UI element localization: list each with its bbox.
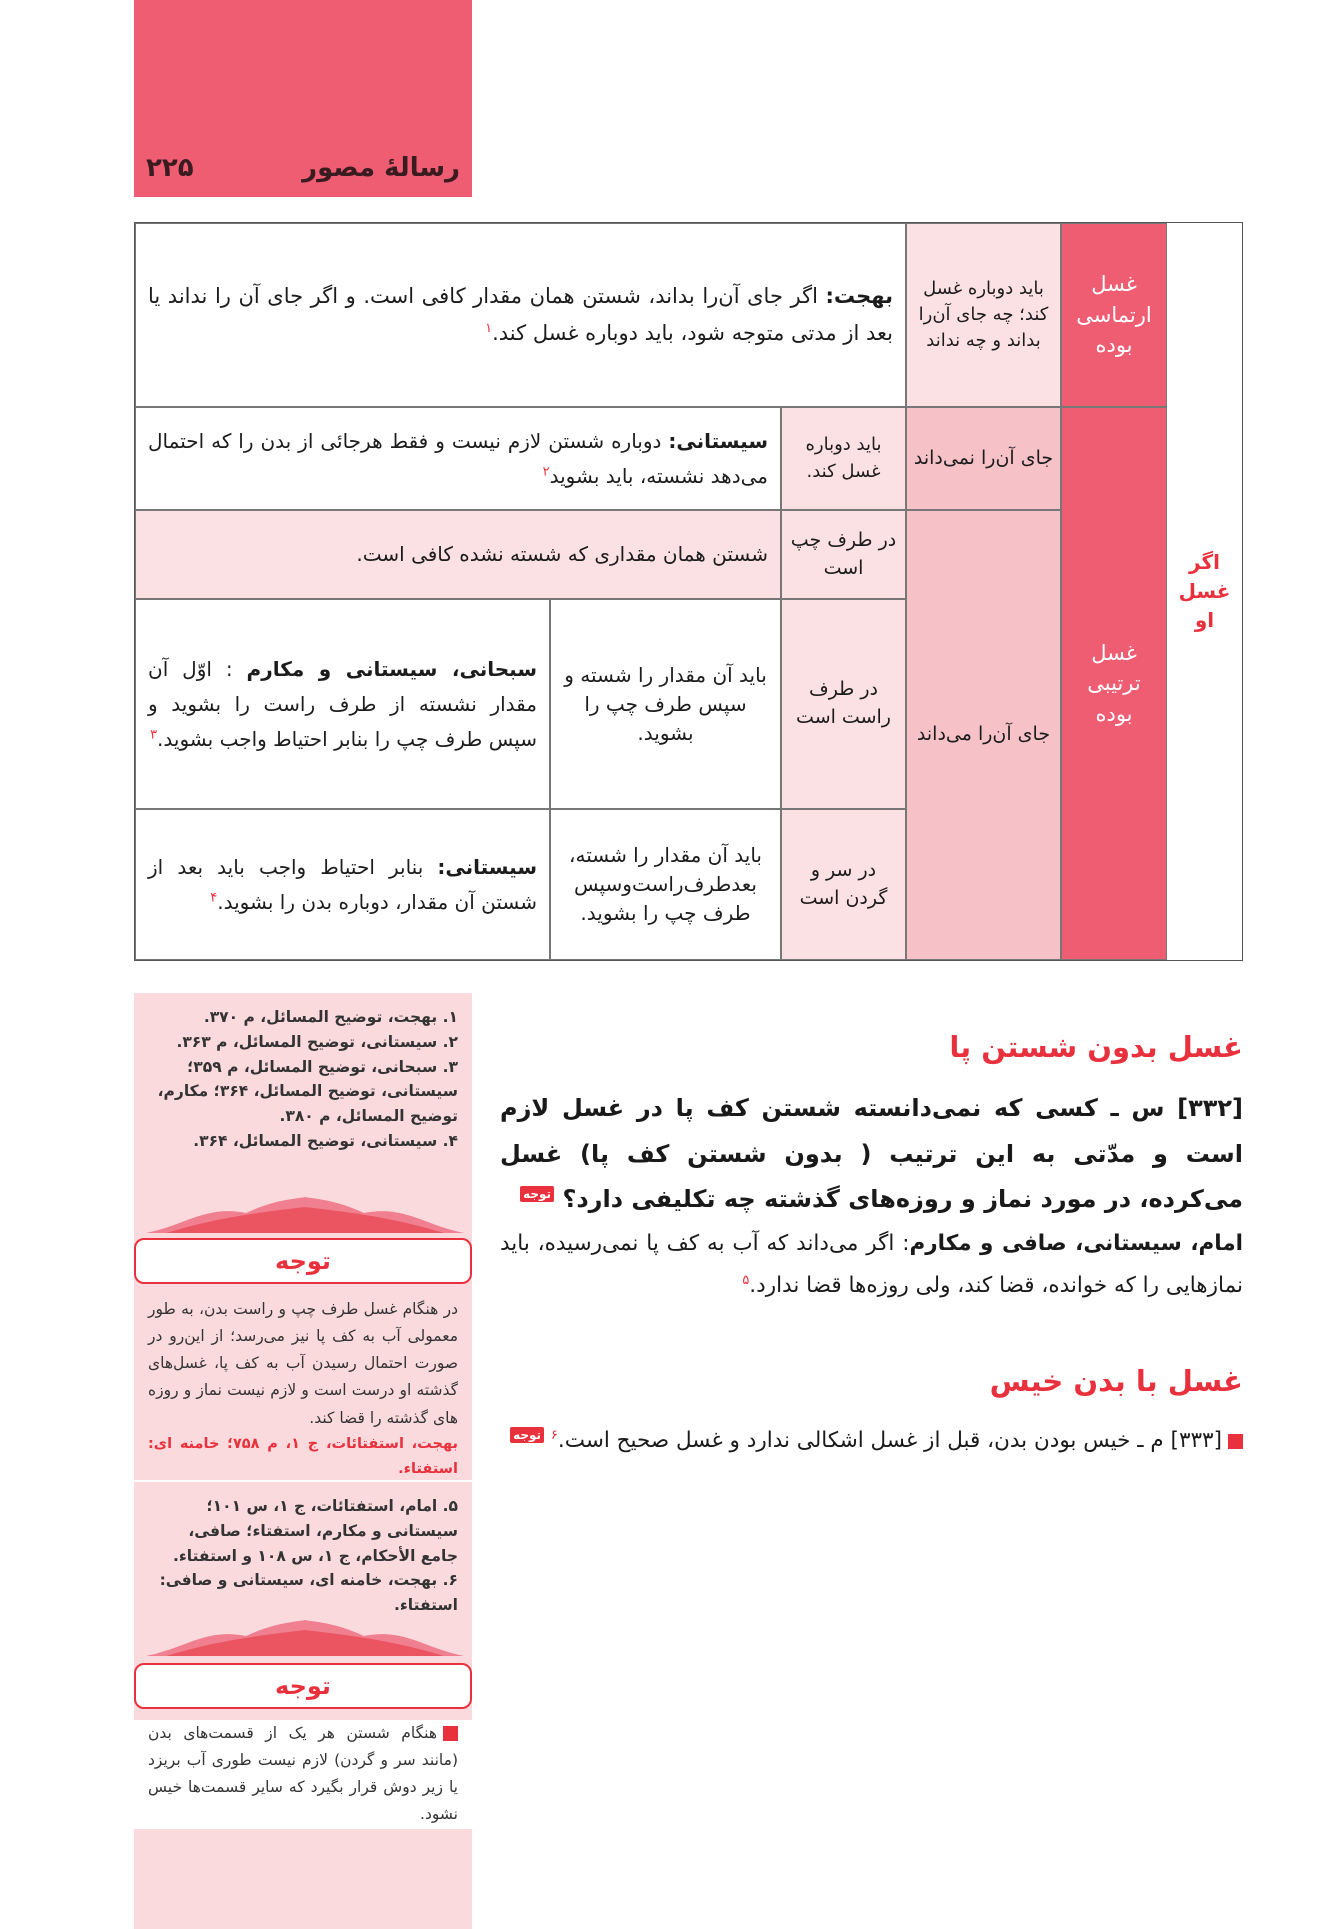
rule-text: [۳۳۳] م ـ خیس بودن بدن، قبل از غسل اشکالی ندارد و غسل صحیح است. xyxy=(557,1428,1222,1453)
ruling-authority: سیستانی: xyxy=(668,428,768,453)
ornament-divider xyxy=(146,1195,464,1235)
unknown-status-cell xyxy=(781,407,906,510)
note-body xyxy=(134,1720,472,1829)
ruling-text: اگر جای آن‌را بداند، شستن همان مقدار کافی است. و اگر جای آن را نداند یا بعد از مدتی متوجه شود، باید دوباره غسل کند. xyxy=(148,284,893,345)
footnote: ۳. سبحانی، توضیح المسائل، م ۳۵۹؛ سیستانی، توضیح المسائل، ۳۶۴؛ مکارم، توضیح المسائل، م ۳۸۰. xyxy=(157,1057,458,1126)
known-place-cell xyxy=(906,510,1061,960)
footnotes-1 xyxy=(134,993,472,1154)
head-side-cell xyxy=(781,809,906,960)
note-text: در هنگام غسل طرف چپ و راست بدن، به طور معمولی آب به کف پا نیز می‌رسد؛ از این‌رو در صورت احتمال رسیدن آب به کف پا، غسل‌های گذشته او درست است و لازم نیست نماز و روزه های گذشته را قضا کند. xyxy=(148,1300,458,1427)
unknown-place: جای آن‌را نمی‌داند xyxy=(913,446,1054,469)
ruling-text: دوباره شستن لازم نیست و فقط هرجائی از بدن را که احتمال می‌دهد نشسته، باید بشوید xyxy=(148,428,768,488)
note-title-box xyxy=(134,1663,472,1709)
right-ruling-cell xyxy=(550,599,781,809)
irtimasi-label: غسل ارتماسی بوده xyxy=(1076,272,1152,358)
head-side-label: در سر و گردن است xyxy=(799,858,888,909)
irtimasi-cell xyxy=(1061,223,1167,407)
ruling-authority: سبحانی، سیستانی و مکارم xyxy=(246,656,537,681)
page-number: ۲۲۵ xyxy=(146,153,194,183)
head-ruling: باید آن مقدار را شسته، بعدطرف‌راست‌وسپس طرف چپ را بشوید. xyxy=(569,843,762,925)
footnote: ۵. امام، استفتائات، ج ۱، س ۱۰۱؛ سیستانی و مکارم، استفتاء؛ صافی، جامع الأحکام، ج ۱، س ۱۰۸ و استفتاء. xyxy=(172,1497,458,1565)
question-paragraph xyxy=(500,1086,1243,1307)
note-body xyxy=(134,1296,472,1482)
footnote-ref: ۶ xyxy=(550,1427,558,1443)
tartibi-cell xyxy=(1061,407,1167,960)
note-tag: توجه xyxy=(510,1427,544,1443)
right-ruling: باید آن مقدار را شسته و سپس طرف چپ را بشوید. xyxy=(564,662,767,745)
note-source: بهجت، استفتائات، ج ۱، م ۷۵۸؛ خامنه ای: استفتاء. xyxy=(148,1435,458,1477)
answer-authorities: امام، سیستانی، صافی و مکارم xyxy=(909,1230,1243,1256)
footnote-ref: ۱ xyxy=(485,321,493,336)
head-others-cell xyxy=(135,809,550,960)
ruling-text: : اوّل آن مقدار نشسته از طرف راست را بشوید و سپس طرف چپ را بنابر احتیاط واجب بشوید. xyxy=(148,656,537,751)
head-ruling-cell xyxy=(550,809,781,960)
irtimasi-ruling-cell xyxy=(135,223,906,407)
unknown-status: باید دوباره غسل کند. xyxy=(805,434,882,482)
section-heading: غسل با بدن خیس xyxy=(989,1364,1243,1398)
tartibi-label: غسل ترتیبی بوده xyxy=(1087,640,1141,726)
outer-condition-cell xyxy=(1166,223,1242,960)
note-title: توجه xyxy=(275,1672,331,1700)
right-others-cell xyxy=(135,599,550,809)
footnote: ۶. بهجت، خامنه ای، سیستانی و صافی: استفتاء. xyxy=(159,1571,458,1615)
left-ruling-cell xyxy=(135,510,781,599)
left-side-cell xyxy=(781,510,906,599)
footnote: ۱. بهجت، توضیح المسائل، م ۳۷۰. xyxy=(203,1008,458,1026)
outer-condition-label: اگر غسل او xyxy=(1178,550,1231,632)
ornament-divider xyxy=(146,1618,464,1658)
footnote-ref: ۲ xyxy=(542,463,550,479)
left-ruling: شستن همان مقداری که شسته نشده کافی است. xyxy=(356,542,768,566)
ruling-table xyxy=(134,222,1243,961)
unknown-place-cell xyxy=(906,407,1061,510)
ruling-authority: بهجت: xyxy=(825,284,893,309)
irtimasi-status: باید دوباره غسل کند؛ چه جای آن‌را بداند و چه نداند xyxy=(918,277,1049,352)
answer-text: : اگر می‌داند که آب به کف پا نمی‌رسیده، باید نمازهایی را که خوانده، قضا کند، ولی روزه‌ها قضا ندارد. xyxy=(500,1230,1243,1298)
note-tag: توجه xyxy=(520,1186,554,1202)
footnote-ref: ۴ xyxy=(210,889,218,905)
irtimasi-status-cell xyxy=(906,223,1061,407)
square-bullet-icon xyxy=(1228,1434,1243,1449)
ruling-text: بنابر احتیاط واجب باید بعد از شستن آن مقدار، دوباره بدن را بشوید. xyxy=(148,854,537,914)
header-band xyxy=(134,0,472,197)
right-side-cell xyxy=(781,599,906,809)
ruling-authority: سیستانی: xyxy=(437,854,537,879)
footnote-ref: ۳ xyxy=(150,726,158,742)
note-title: توجه xyxy=(275,1247,331,1275)
section-heading: غسل بدون شستن پا xyxy=(949,1030,1243,1064)
footnote: ۲. سیستانی، توضیح المسائل، م ۳۶۳. xyxy=(176,1032,458,1051)
left-side-label: در طرف چپ است xyxy=(790,528,897,579)
header xyxy=(134,153,472,183)
note-text: هنگام شستن هر یک از قسمت‌های بدن (مانند سر و گردن) لازم نیست طوری آب بریزد یا زیر دوش قرار بگیرد که سایر قسمت‌ها خیس نشود. xyxy=(148,1724,458,1824)
unknown-ruling-cell xyxy=(135,407,781,510)
note-title-box xyxy=(134,1238,472,1284)
right-side-label: در طرف راست است xyxy=(796,678,891,728)
rule-paragraph xyxy=(500,1420,1243,1462)
square-bullet-icon xyxy=(443,1726,458,1741)
book-title: رسالهٔ مصور xyxy=(302,153,460,183)
footnotes-2 xyxy=(134,1482,472,1618)
footnote-ref: ۵ xyxy=(742,1272,750,1288)
footnote: ۴. سیستانی، توضیح المسائل، ۳۶۴. xyxy=(193,1131,458,1150)
question-text: [۳۳۲] س ـ کسی که نمی‌دانسته شستن کف پا در غسل لازم است و مدّتی به این ترتیب ( بدون شستن کف پا) غسل می‌کرده، در مورد نماز و روزه‌های گذشته چه تکلیفی دارد؟ xyxy=(500,1094,1243,1214)
known-place: جای آن‌را می‌داند xyxy=(916,723,1051,746)
